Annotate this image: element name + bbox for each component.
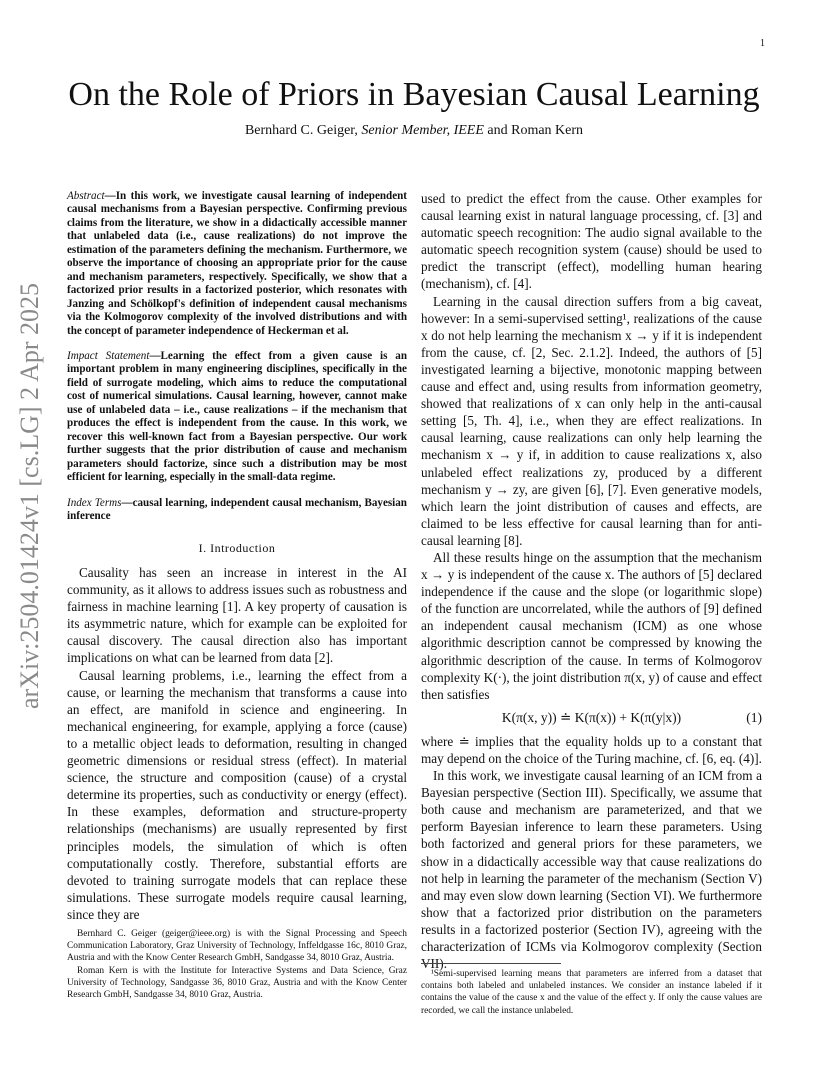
author-first: Bernhard C. Geiger, (244, 123, 358, 138)
impact-text: —Learning the effect from a given cause is an important problem in many engineering disciplines, specifically in the field of surrogate modeling, which aims to reduce the computational cost of numerical simulations. Causal learning, however, cannot make use of unlabeled data – i.e., cause realizations – if the mechanism that produces the effect is independent from the cause. In this work, we recover this well-known fact from a Bayesian perspective. Our work further suggests that the prior distribution of cause and mechanism parameters should factorize, since such a distribution may be most efficient for learning, especially in the small-data regime. (67, 349, 407, 484)
author-line (60, 123, 768, 139)
affiliation-footnotes (67, 928, 407, 1001)
left-column (67, 190, 407, 923)
right-paragraph-5: In this work, we investigate causal learning of an ICM from a Bayesian perspective (Section III). Specifically, we assume that both cause and mechanism are parameterized, and that we perform Bayesian inference to learn these parameters. Using both factorized and general priors for these parameters, we show in a didactically accessible way that cause realizations do not help in learning the parameter of the mechanism (Section V) and may even slow down learning (Section VI). We furthermore show that a factorized prior distribution on the parameters results in a factorized posterior (Section IV), agreeing with the characterization of ICMs via Kolmogorov complexity (Section VII). (421, 768, 762, 972)
section-heading-introduction: I. Introduction (198, 541, 276, 556)
index-terms (67, 497, 407, 524)
footnote-rule (421, 963, 561, 964)
footnote-text: ¹Semi-supervised learning means that parameters are inferred from a dataset that contains both labeled and unlabeled instances. We consider an instance labeled if it contains the value of the cause x and the value of the effect y. If only the cause values are recorded, we call the instance unlabeled. (421, 969, 762, 1016)
abstract-label: Abstract (67, 190, 105, 202)
right-paragraph-4: where ≐ implies that the equality holds up to a constant that may depend on the choice of the Turing machine, cf. [6, eq. (4)]. (421, 733, 762, 766)
author-role: Senior Member, IEEE (361, 123, 484, 138)
index-terms-text: —causal learning, independent causal mechanism, Bayesian inference (67, 496, 407, 522)
equation-1 (421, 709, 762, 726)
equation-number: (1) (746, 709, 762, 725)
abstract-text: —In this work, we investigate causal learning of independent causal mechanisms from a Bayesian perspective. Confirming previous claims from the literature, we show in a didactically accessible manner that unlabeled data (i.e., cause realizations) do not improve the estimation of the parameters defining the mechanism. Furthermore, we observe the importance of choosing an appropriate prior for the cause and mechanism parameters, respectively. Specifically, we show that a factorized prior results in a factorized posterior, which resonates with Janzing and Schölkopf's definition of independent causal mechanisms via the Kolmogorov complexity of the involved distributions and with the concept of parameter independence of Heckerman et al. (67, 190, 407, 337)
page-number: 1 (760, 38, 765, 49)
intro-paragraph-1: Causality has seen an increase in interest in the AI community, as it allows to address issues such as robustness and fairness in machine learning [1]. A key property of causation is its asymmetric nature, which for example can be exploited for causal discovery. The causal direction also has important implications on what can be learned from data [2]. (67, 565, 407, 666)
right-paragraph-1: used to predict the effect from the cause. Other examples for causal learning exist in natural language processing, cf. [3] and automatic speech recognition: The audio signal available to the automatic speech recognition system (cause) should be used to predict the transcript (effect), modelling human hearing (mechanism), cf. [4]. (421, 191, 762, 292)
footnote-semi-supervised (421, 963, 762, 1017)
index-terms-label: Index Terms (67, 496, 122, 509)
affiliation-geiger: Bernhard C. Geiger (geiger@ieee.org) is with the Signal Processing and Speech Communication Laboratory, Graz University of Technology, Inffeldgasse 16c, 8010 Graz, Austria and with the Know Center Research GmbH, Sandgasse 34, 8010 Graz, Austria. (67, 929, 407, 964)
abstract (67, 190, 407, 338)
right-paragraph-3: All these results hinge on the assumption that the mechanism x → y is independent of the cause x. The authors of [5] declared independence if the cause and the slope (or logarithmic slope) of the function are uncorrelated, while the authors of [9] defined an independent causal mechanism (ICM) as one whose algorithmic description cannot be compressed by knowing the algorithmic description of the cause. In terms of Kolmogorov complexity K(·), the joint distribution π(x, y) of cause and effect then satisfies (421, 549, 762, 702)
right-column (421, 190, 762, 972)
intro-paragraph-2: Causal learning problems, i.e., learning the effect from a cause, or learning the mechanism that transforms a cause into an effect, are manifold in science and engineering. In mechanical engineering, for example, applying a force (cause) to a metallic object leads to deformation, resulting in changed geometric dimensions or residual stress (effect). In material science, the structure and composition (cause) of a crystal determine its properties, such as conductivity or energy (effect). In these examples, deformation and structure-property relationships (mechanisms) are usually represented by first principles models, the simulation of which is often computationally costly. Therefore, substantial efforts are devoted to training surrogate models that can replace these simulations. These surrogate models require causal learning, since they are (67, 667, 407, 922)
impact-label: Impact Statement (67, 349, 150, 362)
arxiv-stamp (10, 282, 50, 710)
equation-text: K(π(x, y)) ≐ K(π(x)) + K(π(y|x)) (501, 709, 682, 725)
right-paragraph-2: Learning in the causal direction suffers from a big caveat, however: In a semi-supervised setting¹, realizations of the cause x do not help learning the mechanism x → y if it is independent from the cause, cf. [2, Sec. 2.1.2]. Indeed, the authors of [5] investigated learning a bijective, monotonic mapping between cause and effect and, using results from information geometry, showed that realizations of x can only help in the anti-causal setting [5, Th. 4], i.e., when they are effect realizations. In causal learning, cause realizations can only help learning the mechanism x → y if, in addition to cause realizations x, also unlabeled effect realizations zy, produced by a different mechanism y → zy, are given [6], [7]. Even generative models, which learn the joint distribution of causes and effects, are claimed to be less effective for causal learning than for anti-causal learning [8]. (421, 293, 762, 548)
author-rest: and Roman Kern (487, 123, 584, 138)
affiliation-kern: Roman Kern is with the Institute for Interactive Systems and Data Science, Graz University of Technology, Sandgasse 36, 8010 Graz, Austria and with the Know Center Research GmbH, Sandgasse 34, 8010 Graz, Austria. (67, 965, 407, 1001)
arxiv-stamp-text: arXiv:2504.01424v1 [cs.LG] 2 Apr 2025 (15, 282, 44, 710)
paper-title: On the Role of Priors in Bayesian Causal Learning (68, 76, 760, 113)
impact-statement (67, 350, 407, 485)
